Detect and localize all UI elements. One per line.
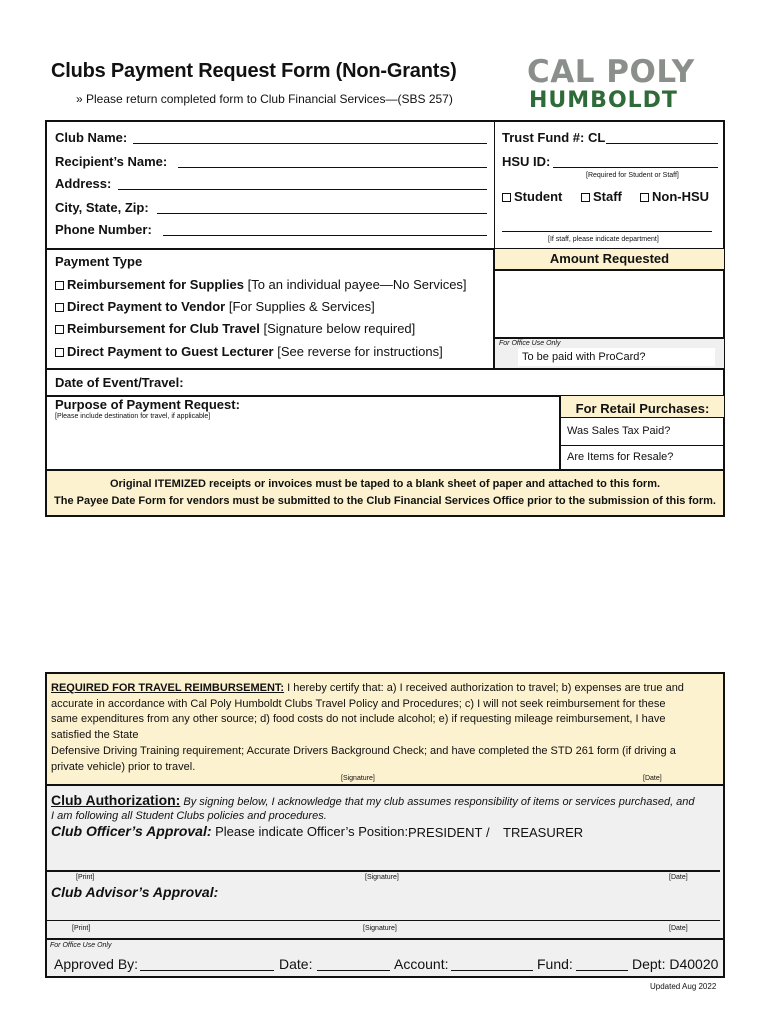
form-subtitle: » Please return completed form to Club Financial Services—(SBS 257)	[76, 92, 453, 106]
fund-label: Fund:	[537, 956, 573, 972]
travel-date-label: [Date]	[643, 775, 662, 782]
position-treasurer[interactable]: TREASURER	[503, 825, 584, 840]
office-use-section	[45, 938, 725, 978]
approved-by-field[interactable]	[140, 970, 274, 971]
club-name-label: Club Name:	[55, 130, 128, 145]
divider	[561, 445, 724, 446]
travel-certification-line1: REQUIRED FOR TRAVEL REIMBURSEMENT: I hereby certify that: a) I received authorization to travel; b) expenses are true and	[51, 682, 684, 694]
payment-option-vendor[interactable]: Direct Payment to Vendor [For Supplies & Services]	[55, 299, 375, 314]
payment-option-supplies[interactable]: Reimbursement for Supplies [To an individual payee—No Services]	[55, 277, 467, 292]
staff-checkbox[interactable]	[581, 193, 590, 202]
account-label: Account:	[394, 956, 449, 972]
receipt-notice-section	[45, 469, 725, 517]
receipt-notice-line2: The Payee Date Form for vendors must be submitted to the Club Financial Services Office prior to the submission of this form.	[54, 495, 716, 507]
position-slash: /	[486, 825, 490, 840]
supplies-checkbox[interactable]	[55, 281, 64, 290]
advisor-signature-field[interactable]	[51, 900, 719, 920]
office-date-label: Date:	[279, 956, 313, 972]
city-state-zip-label: City, State, Zip:	[55, 200, 149, 215]
dept-label: Dept: D40020	[632, 956, 719, 972]
updated-date: Updated Aug 2022	[650, 982, 717, 991]
purpose-note: [Please include destination for travel, if applicable]	[55, 413, 211, 420]
officer-date-label: [Date]	[669, 874, 688, 881]
logo-humboldt: HUMBOLDT	[529, 88, 678, 113]
approved-by-label: Approved By:	[54, 956, 139, 972]
travel-certification-heading: REQUIRED FOR TRAVEL REIMBURSEMENT:	[51, 682, 285, 694]
advisor-approval-label: Club Advisor’s Approval:	[51, 884, 219, 900]
amount-field[interactable]	[495, 272, 724, 337]
advisor-print-label: [Print]	[72, 925, 91, 932]
position-president[interactable]: PRESIDENT	[408, 825, 483, 840]
travel-signature-label: [Signature]	[341, 775, 375, 782]
officer-print-label: [Print]	[76, 874, 95, 881]
officer-approval-label: Club Officer’s Approval:	[51, 823, 212, 839]
hsu-id-note: [Required for Student or Staff]	[586, 172, 679, 179]
recipient-name-field[interactable]	[178, 167, 487, 168]
advisor-date-label: [Date]	[669, 925, 688, 932]
payment-type-heading: Payment Type	[55, 254, 143, 269]
retail-heading: For Retail Purchases:	[575, 401, 710, 416]
vendor-checkbox[interactable]	[55, 303, 64, 312]
amount-heading: Amount Requested	[549, 251, 670, 266]
office-date-field[interactable]	[317, 970, 390, 971]
hsu-id-label: HSU ID:	[502, 154, 551, 169]
authorization-line1: Club Authorization: By signing below, I acknowledge that my club assumes responsibility of items or services purchased, and	[51, 792, 695, 808]
receipt-notice-line1: Original ITEMIZED receipts or invoices must be taped to a blank sheet of paper and attached to this form.	[109, 478, 661, 490]
purpose-label: Purpose of Payment Request:	[55, 397, 240, 412]
divider	[494, 121, 495, 249]
event-date-label: Date of Event/Travel:	[55, 375, 184, 390]
advisor-signature-line	[47, 920, 720, 921]
phone-field[interactable]	[163, 235, 487, 236]
trust-fund-field[interactable]	[606, 143, 718, 144]
club-name-field[interactable]	[133, 143, 487, 144]
lecturer-checkbox[interactable]	[55, 348, 64, 357]
payment-option-travel[interactable]: Reimbursement for Club Travel [Signature below required]	[55, 321, 415, 336]
authorization-line2: I am following all Student Clubs policies and procedures.	[51, 810, 327, 822]
department-note: [If staff, please indicate department]	[548, 236, 659, 243]
trust-fund-label: Trust Fund #: CL	[502, 130, 606, 145]
resale-question[interactable]: Are Items for Resale?	[567, 451, 674, 463]
retail-heading-cell	[561, 396, 724, 418]
travel-certification-line6: private vehicle) prior to travel.	[51, 761, 196, 773]
hsu-id-field[interactable]	[553, 167, 718, 168]
recipient-name-label: Recipient’s Name:	[55, 154, 168, 169]
travel-certification-line4: satisfied the State	[51, 729, 139, 741]
address-label: Address:	[55, 176, 112, 191]
officer-signature-label: [Signature]	[365, 874, 399, 881]
purpose-field[interactable]	[55, 424, 555, 468]
fund-field[interactable]	[576, 970, 628, 971]
address-field[interactable]	[118, 189, 487, 190]
officer-approval-line: Club Officer’s Approval: Please indicate Officer’s Position:	[51, 823, 409, 839]
phone-label: Phone Number:	[55, 222, 152, 237]
travel-certification-line5: Defensive Driving Training requirement; Accurate Drivers Background Check; and have completed the STD 261 form (if driving a	[51, 745, 676, 757]
advisor-signature-label: [Signature]	[363, 925, 397, 932]
travel-checkbox[interactable]	[55, 325, 64, 334]
option-staff[interactable]: Staff	[581, 189, 622, 204]
sales-tax-question[interactable]: Was Sales Tax Paid?	[567, 425, 671, 437]
procard-label: To be paid with ProCard?	[522, 351, 646, 363]
travel-certification-line2: accurate in accordance with Cal Poly Humboldt Clubs Travel Policy and Procedures; c) I will not seek reimbursement for these	[51, 698, 666, 710]
amount-heading-cell	[495, 249, 724, 271]
account-field[interactable]	[451, 970, 533, 971]
option-student[interactable]: Student	[502, 189, 562, 204]
officer-signature-field[interactable]	[51, 840, 719, 870]
authorization-heading: Club Authorization:	[51, 792, 181, 808]
option-non-hsu[interactable]: Non-HSU	[640, 189, 709, 204]
office-use-only-label: For Office Use Only	[50, 942, 112, 949]
non-hsu-checkbox[interactable]	[640, 193, 649, 202]
student-checkbox[interactable]	[502, 193, 511, 202]
office-use-note: For Office Use Only	[499, 340, 561, 347]
payment-option-lecturer[interactable]: Direct Payment to Guest Lecturer [See reverse for instructions]	[55, 344, 443, 359]
logo-cal-poly: CAL POLY	[527, 54, 695, 90]
form-title: Clubs Payment Request Form (Non-Grants)	[51, 60, 457, 82]
officer-signature-line	[47, 870, 720, 872]
city-state-zip-field[interactable]	[157, 213, 487, 214]
department-field[interactable]	[502, 231, 712, 232]
travel-certification-line3: same expenditures from any other source; d) food costs do not include alcohol; e) if requesting mileage reimbursement, I have	[51, 713, 666, 725]
